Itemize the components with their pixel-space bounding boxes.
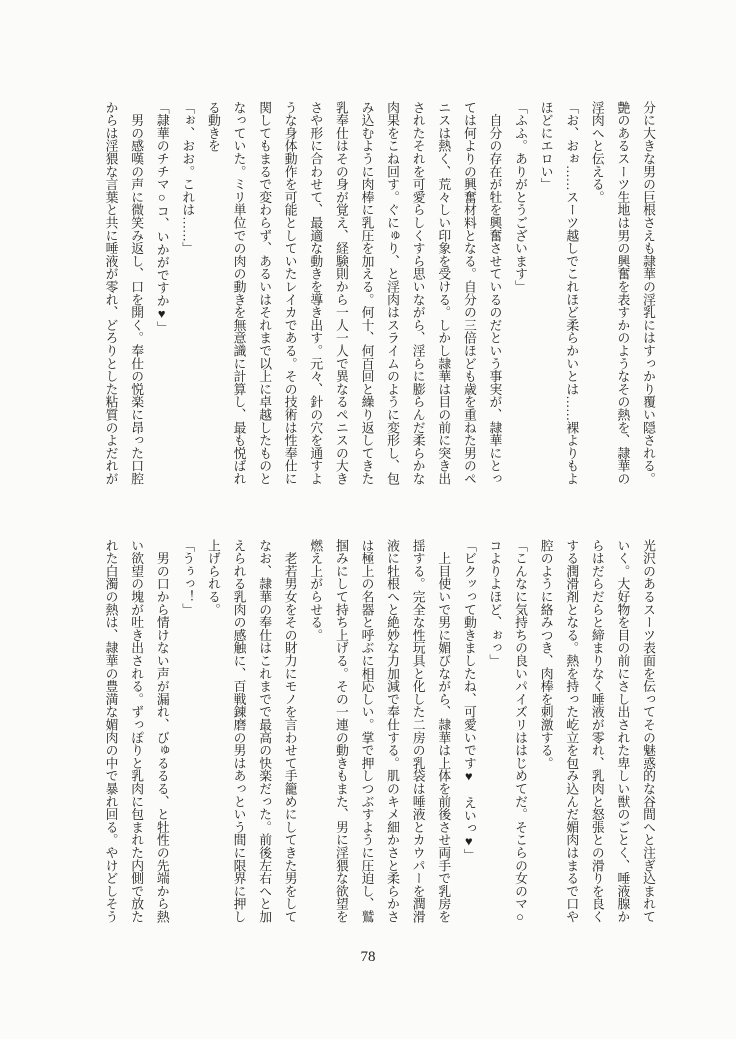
text-column: ては何よりの興奮材料となる。自分の三倍ほども歳を重ねた男のペ xyxy=(461,101,476,485)
text-column: 掴みにして持ち上げる。その一連の動きもまた、男に淫猥な欲望を xyxy=(333,539,348,923)
text-column: 上目使いで男に媚びながら、隷華は上体を前後させ両手で乳房を xyxy=(436,539,451,923)
text-column: 乳奉仕はその身が覚え、経験則から一人一人で異なるペニスの大き xyxy=(333,101,348,485)
text-column: する潤滑剤となる。熱を持った屹立を包み込んだ媚肉はまるで口や xyxy=(564,539,579,923)
text-column: なっていた。ミリ単位での肉の動きを無意識に計算し、最も悦ばれ xyxy=(231,101,246,485)
text-column: る動きを xyxy=(205,101,220,153)
text-column: 「隷華のチチマ○コ、いかがですか♥」 xyxy=(154,101,169,334)
text-column: 艶のあるスーツ生地は男の興奮を表すかのようなその熱を、隷華の xyxy=(615,101,630,485)
text-column: うな身体動作を可能としていたレイカである。その技術は性奉仕に xyxy=(282,101,297,485)
text-column: ほどにエロい」 xyxy=(538,101,553,191)
text-column: えられる乳肉の感触に、百戦錬磨の男はあっという間に限界に押し xyxy=(231,539,246,923)
text-column: 「ビクッって動きましたね、可愛いです♥ えいっ♥」 xyxy=(461,539,476,862)
text-column: 腔のように絡みつき、肉棒を刺激する。 xyxy=(538,539,553,770)
text-column: 「ふふ。ありがとうございます」 xyxy=(513,101,528,293)
text-column: い欲望の塊が吐き出される。ずっぽりと乳肉に包まれた内側で放た xyxy=(129,539,144,923)
text-column: 燃え上がらせる。 xyxy=(308,539,323,642)
text-column: いく。大好物を目の前にさし出された卑しい獣のごとく、唾液腺か xyxy=(615,539,630,923)
text-column: 自分の存在が牡を興奮させているのだという事実が、隷華にとっ xyxy=(487,101,502,485)
text-column: 男の口から情けない声が漏れ、びゅるるる、と牡性の先端から熱 xyxy=(154,539,169,923)
text-column: は極上の名器と呼ぶに相応しい。掌で押しつぶすように圧迫し、鷲 xyxy=(359,539,374,923)
text-column: 上げられる。 xyxy=(205,539,220,616)
text-column: れた白濁の熱は、隷華の豊満な媚肉の中で暴れ回る。やけどしそう xyxy=(103,539,118,923)
text-column: 光沢のあるスーツ表面を伝ってその魅惑的な谷間へと注ぎ込まれて xyxy=(641,539,655,923)
text-column: 関してもまるで変わらず、あるいはそれまで以上に卓越したものと xyxy=(257,101,272,485)
text-column: らはだらだらと締まりなく唾液が零れ、乳肉と怒張との滑りを良く xyxy=(589,539,604,923)
text-column: さや形に合わせて、最適な動きを導き出す。元々、針の穴を通すよ xyxy=(308,101,323,485)
text-column: 液に牡根へと絶妙な力加減で奉仕する。肌のキメ細かさと柔らかさ xyxy=(385,539,400,923)
text-column: 揺する。完全な性玩具と化した二房の乳袋は唾液とカウパーを潤滑 xyxy=(410,539,425,923)
text-column: ニスは熱く、荒々しい印象を受ける。しかし隷華は目の前に突き出 xyxy=(436,101,451,485)
text-column: 男の感嘆の声に微笑み返し、口を開く。奉仕の悦楽に昂った口腔 xyxy=(129,101,144,485)
text-column: 分に大きな男の巨根さえも隷華の淫乳にはすっかり覆い隠される。 xyxy=(641,101,655,485)
text-column: 「お、おぉ……スーツ越しでこれほど柔らかいとは……裸よりもよ xyxy=(564,101,579,485)
text-column: み込むように肉棒に乳圧を加える。何十、何百回と繰り返してきた xyxy=(359,101,374,485)
page-number: 78 xyxy=(360,949,376,965)
text-column: 「うぅっ！」 xyxy=(180,539,195,616)
text-column: コよりよほど、ぉっ」 xyxy=(487,539,502,667)
text-column: されたそれを可愛らしくすら思いながら、淫らに膨らんだ柔らかな xyxy=(410,101,425,485)
text-column: 淫肉へと伝える。 xyxy=(589,101,604,204)
bottom-text-block xyxy=(96,539,660,927)
text-column: 老若男女をその財力にモノを言わせて手籠めにしてきた男をして xyxy=(282,539,297,923)
text-column: 「ぉ、おお。これは……」 xyxy=(180,101,195,255)
text-column: 「こんなに気持ちの良いパイズリははじめてだ。そこらの女のマ○ xyxy=(513,539,528,925)
text-column: なお、隷華の奉仕はこれまでで最高の快楽だった。前後左右へと加 xyxy=(257,539,272,923)
text-column: からは淫猥な言葉と共に唾液が零れ、どろりとした粘質のよだれが xyxy=(103,101,118,485)
top-text-block xyxy=(96,101,660,489)
text-column: 肉果をこね回す。ぐにゅり、と淫肉はスライムのように変形し、包 xyxy=(385,101,400,485)
